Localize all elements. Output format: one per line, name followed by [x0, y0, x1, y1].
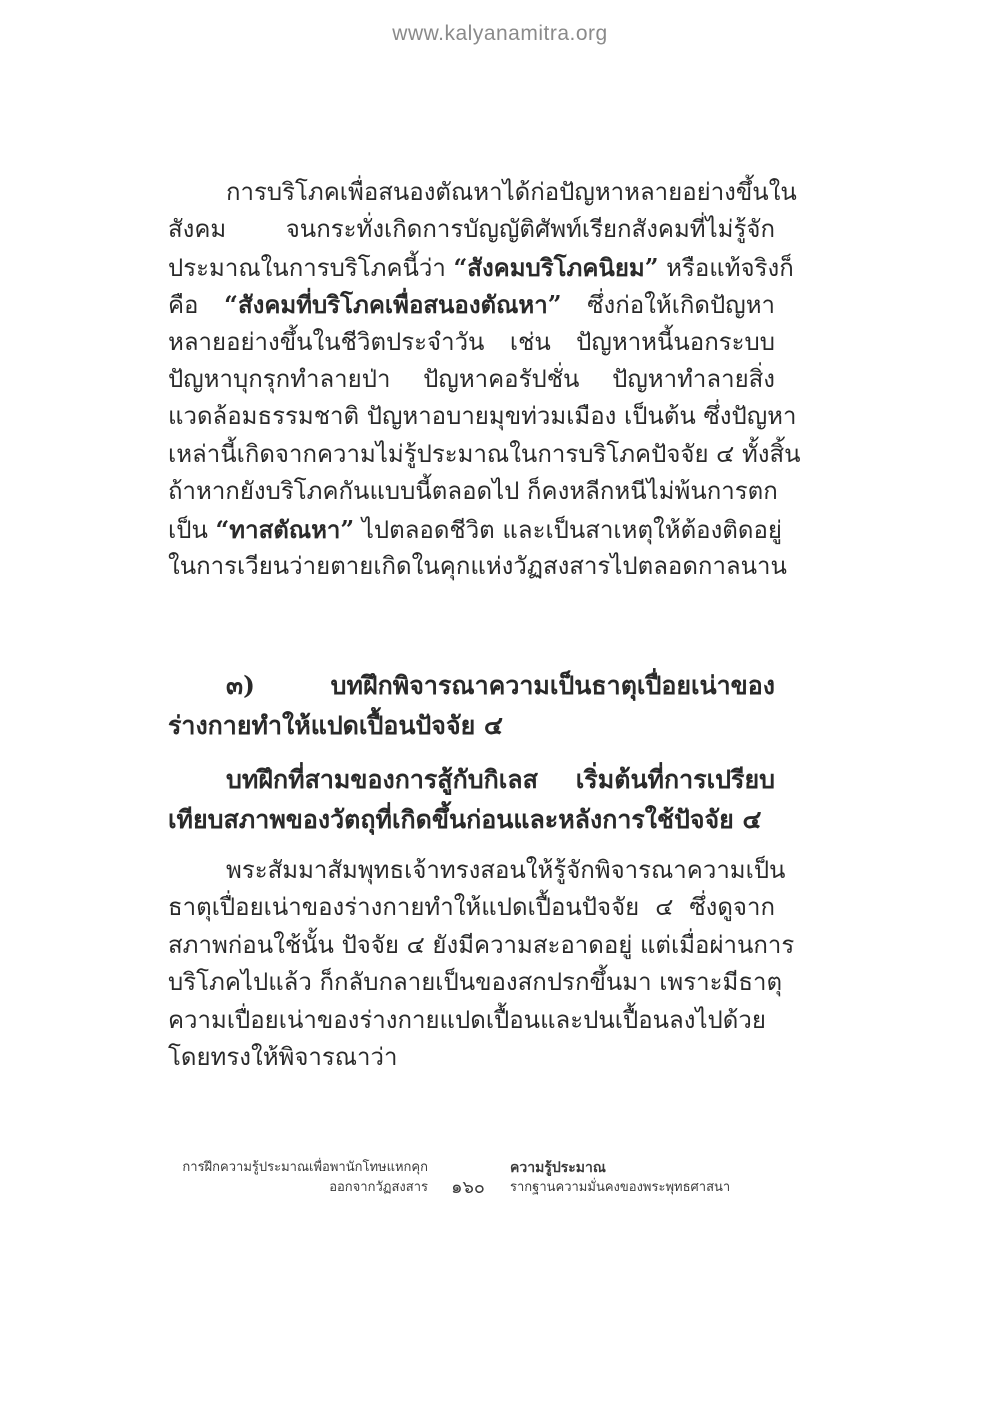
text-line [168, 249, 794, 286]
text-line: เหล่านี้เกิดจากความไม่รู้ประมาณในการบริโภคปัจจัย ๔ ทั้งสิ้น [168, 439, 801, 468]
footer-right-title: ความรู้ประมาณ [510, 1160, 606, 1176]
bold-term: “สังคมที่บริโภคเพื่อสนองตัณหา” [224, 290, 562, 320]
text-segment: ซึ่งก่อให้เกิดปัญหา [561, 291, 775, 320]
text-line [168, 286, 775, 323]
subheading-line: เทียบสภาพของวัตถุที่เกิดขึ้นก่อนและหลังการใช้ปัจจัย ๔ [168, 805, 762, 834]
text-segment: คือ [168, 291, 225, 320]
subheading-line: บทฝึกที่สามของการสู้กับกิเลส เริ่มต้นที่การเปรียบ [226, 765, 775, 794]
page-number: ๑๖๐ [451, 1177, 485, 1198]
footer-left-line: ออกจากวัฏสงสาร [329, 1180, 428, 1195]
text-segment: ประมาณในการบริโภคนี้ว่า [168, 253, 454, 282]
footer-chapter-title [510, 1158, 730, 1198]
text-line: ปัญหาบุกรุกทำลายป่า ปัญหาคอรัปชั่น ปัญหาทำลายสิ่ง [168, 364, 775, 393]
text-line: บริโภคไปแล้ว ก็กลับกลายเป็นของสกปรกขึ้นมา เพราะมีธาตุ [168, 968, 783, 997]
text-line: ในการเวียนว่ายตายเกิดในคุกแห่งวัฏสงสารไปตลอดกาลนาน [168, 551, 787, 580]
text-line: ความเปื่อยเน่าของร่างกายแปดเปื้อนและปนเปื้อนลงไปด้วย [168, 1005, 766, 1034]
text-line [168, 511, 782, 548]
heading-line: ร่างกายทำให้แปดเปื้อนปัจจัย ๔ [168, 711, 503, 740]
text-line: ธาตุเปื่อยเน่าของร่างกายทำให้แปดเปื้อนปัจจัย ๔ ซึ่งดูจาก [168, 893, 775, 922]
text-segment: หรือแท้จริงก็ [658, 253, 794, 282]
text-line: หลายอย่างขึ้นในชีวิตประจำวัน เช่น ปัญหาหนี้นอกระบบ [168, 327, 775, 356]
bold-term: “สังคมบริโภคนิยม” [453, 252, 659, 282]
text-line: แวดล้อมธรรมชาติ ปัญหาอบายมุขท่วมเมือง เป็นต้น ซึ่งปัญหา [168, 402, 797, 431]
heading-line: ๓) บทฝึกพิจารณาความเป็นธาตุเปื่อยเน่าของ [226, 671, 775, 700]
text-line: สังคม จนกระทั่งเกิดการบัญญัติศัพท์เรียกสังคมที่ไม่รู้จัก [168, 215, 775, 244]
footer-left-line: การฝึกความรู้ประมาณเพื่อพานักโทษแหกคุก [182, 1160, 428, 1175]
text-line: พระสัมมาสัมพุทธเจ้าทรงสอนให้รู้จักพิจารณาความเป็น [226, 856, 786, 884]
text-segment: ไปตลอดชีวิต และเป็นสาเหตุให้ต้องติดอยู่ [354, 515, 782, 544]
page-footer [0, 1158, 1000, 1208]
text-line: ถ้าหากยังบริโภคกันแบบนี้ตลอดไป ก็คงหลีกหนีไม่พ้นการตก [168, 477, 778, 506]
text-segment: เป็น [168, 515, 216, 544]
text-line: การบริโภคเพื่อสนองตัณหาได้ก่อปัญหาหลายอย่างขึ้นใน [226, 178, 797, 206]
footer-right-subtitle: รากฐานความมั่นคงของพระพุทธศาสนา [510, 1180, 731, 1195]
section-subheading [168, 760, 775, 840]
paragraph-contemplation [168, 852, 795, 1076]
site-url[interactable]: www.kalyanamitra.org [392, 22, 608, 45]
footer-book-title [182, 1158, 428, 1198]
text-line: สภาพก่อนใช้นั้น ปัจจัย ๔ ยังมีความสะอาดอยู่ แต่เมื่อผ่านการ [168, 930, 795, 959]
section-heading [168, 666, 775, 746]
text-line: โดยทรงให้พิจารณาว่า [168, 1042, 398, 1071]
paragraph-consumerism [168, 174, 801, 585]
bold-term: “ทาสตัณหา” [215, 514, 355, 544]
